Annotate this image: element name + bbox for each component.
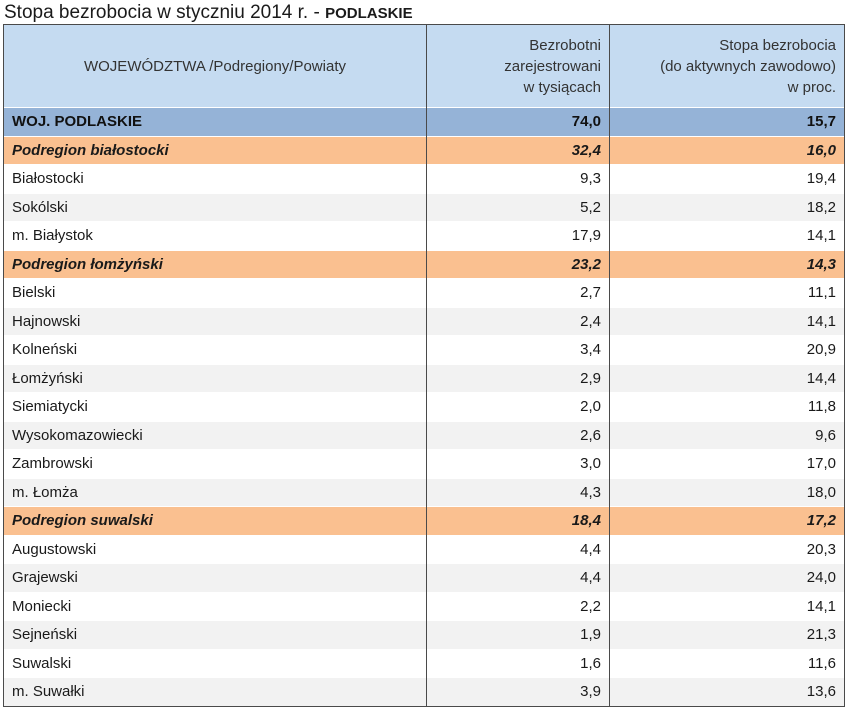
region-name-cell: Podregion białostocki (4, 136, 427, 165)
region-name-cell: m. Łomża (4, 478, 427, 507)
table-row (4, 678, 845, 707)
table-row (4, 478, 845, 507)
subregion-row (4, 136, 845, 165)
region-name-cell: Bielski (4, 279, 427, 308)
region-name-cell: Sokólski (4, 193, 427, 222)
rate-cell: 9,6 (610, 421, 845, 450)
rate-cell: 14,4 (610, 364, 845, 393)
header-unemployed-line: w tysiącach (523, 78, 601, 96)
unemployed-cell: 9,3 (427, 165, 610, 194)
region-name-cell: Suwalski (4, 649, 427, 678)
unemployed-cell: 2,4 (427, 307, 610, 336)
region-name-cell: Sejneński (4, 621, 427, 650)
unemployed-cell: 3,4 (427, 336, 610, 365)
region-name-cell: Podregion suwalski (4, 507, 427, 536)
unemployed-cell: 3,9 (427, 678, 610, 707)
title-rest: w styczniu 2014 r. - (151, 2, 326, 23)
table-row (4, 592, 845, 621)
table-row (4, 621, 845, 650)
unemployed-cell: 74,0 (427, 108, 610, 137)
unemployed-cell: 4,4 (427, 564, 610, 593)
header-region-column: WOJEWÓDZTWA /Podregiony/Powiaty (4, 25, 427, 108)
rate-cell: 20,3 (610, 535, 845, 564)
rate-cell: 18,0 (610, 478, 845, 507)
header-rate-line: w proc. (787, 78, 836, 96)
table-row (4, 307, 845, 336)
title-region: PODLASKIE (325, 5, 413, 22)
region-name-cell: Zambrowski (4, 450, 427, 479)
region-name-cell: Grajewski (4, 564, 427, 593)
table-row (4, 649, 845, 678)
rate-cell: 17,0 (610, 450, 845, 479)
table-row (4, 535, 845, 564)
rate-cell: 14,1 (610, 307, 845, 336)
region-name-cell: m. Suwałki (4, 678, 427, 707)
unemployed-cell: 32,4 (427, 136, 610, 165)
header-unemployed-line: zarejestrowani (504, 57, 601, 75)
region-name-cell: Łomżyński (4, 364, 427, 393)
rate-cell: 17,2 (610, 507, 845, 536)
table-row (4, 364, 845, 393)
rate-cell: 13,6 (610, 678, 845, 707)
table-row (4, 165, 845, 194)
rate-cell: 20,9 (610, 336, 845, 365)
table-row (4, 450, 845, 479)
region-name-cell: Kolneński (4, 336, 427, 365)
region-name-cell: Białostocki (4, 165, 427, 194)
title-main: Stopa bezrobocia (4, 2, 152, 23)
header-rate-column (610, 25, 845, 108)
rate-cell: 19,4 (610, 165, 845, 194)
rate-cell: 14,1 (610, 592, 845, 621)
rate-cell: 11,1 (610, 279, 845, 308)
table-row (4, 421, 845, 450)
region-name-cell: Moniecki (4, 592, 427, 621)
rate-cell: 11,8 (610, 393, 845, 422)
header-rate-line: Stopa bezrobocia (719, 36, 836, 54)
unemployed-cell: 2,2 (427, 592, 610, 621)
table-row (4, 336, 845, 365)
region-name-cell: Siemiatycki (4, 393, 427, 422)
unemployed-cell: 5,2 (427, 193, 610, 222)
subregion-row (4, 250, 845, 279)
unemployed-cell: 2,0 (427, 393, 610, 422)
region-name-cell: Augustowski (4, 535, 427, 564)
table-body (4, 108, 845, 707)
rate-cell: 21,3 (610, 621, 845, 650)
unemployed-cell: 3,0 (427, 450, 610, 479)
header-rate-line: (do aktywnych zawodowo) (660, 57, 836, 75)
rate-cell: 18,2 (610, 193, 845, 222)
unemployed-cell: 1,6 (427, 649, 610, 678)
region-name-cell: WOJ. PODLASKIE (4, 108, 427, 137)
unemployed-cell: 17,9 (427, 222, 610, 251)
unemployment-table (3, 24, 845, 707)
region-name-cell: Hajnowski (4, 307, 427, 336)
unemployed-cell: 18,4 (427, 507, 610, 536)
unemployed-cell: 2,9 (427, 364, 610, 393)
voivodeship-row (4, 108, 845, 137)
table-row (4, 279, 845, 308)
unemployed-cell: 2,6 (427, 421, 610, 450)
header-unemployed-column (427, 25, 610, 108)
rate-cell: 16,0 (610, 136, 845, 165)
region-name-cell: Wysokomazowiecki (4, 421, 427, 450)
rate-cell: 11,6 (610, 649, 845, 678)
table-header-row (4, 25, 845, 108)
rate-cell: 14,3 (610, 250, 845, 279)
unemployed-cell: 23,2 (427, 250, 610, 279)
rate-cell: 14,1 (610, 222, 845, 251)
rate-cell: 15,7 (610, 108, 845, 137)
table-row (4, 393, 845, 422)
page-title (4, 2, 413, 25)
subregion-row (4, 507, 845, 536)
table-row (4, 193, 845, 222)
table-row (4, 564, 845, 593)
unemployed-cell: 2,7 (427, 279, 610, 308)
rate-cell: 24,0 (610, 564, 845, 593)
unemployed-cell: 4,3 (427, 478, 610, 507)
unemployed-cell: 1,9 (427, 621, 610, 650)
header-unemployed-line: Bezrobotni (529, 36, 601, 54)
region-name-cell: Podregion łomżyński (4, 250, 427, 279)
unemployed-cell: 4,4 (427, 535, 610, 564)
region-name-cell: m. Białystok (4, 222, 427, 251)
table-row (4, 222, 845, 251)
